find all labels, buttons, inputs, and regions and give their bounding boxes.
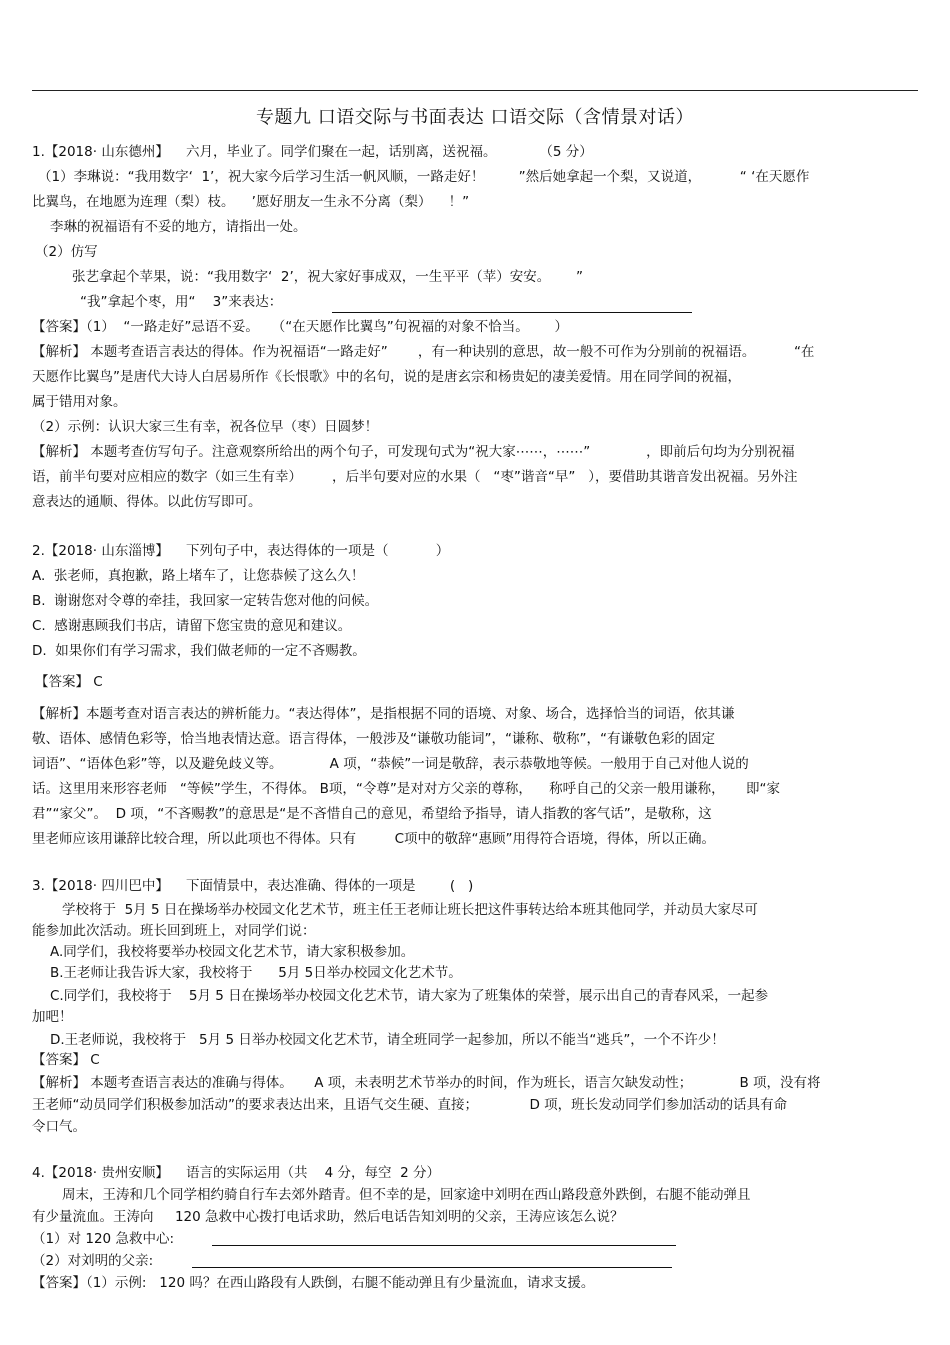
q1-part1-cont: 比翼鸟，在地愿为连理（梨）枝。 ’愿好朋友一生永不分离（梨） ！” bbox=[32, 194, 470, 210]
q1-answer-2: （2）示例：认识大家三生有幸，祝各位早（枣）日圆梦！ bbox=[32, 419, 379, 435]
q4-context-1: 周末，王涛和几个同学相约骑自行车去郊外踏青。但不幸的是，回家途中刘明在西山路段意外跌倒，右腿不能动弹且 bbox=[62, 1187, 751, 1203]
q4-answer: 【答案】（1）示例: 120 吗？在西山路段有人跌倒，右腿不能动弹且有少量流血，请求支援。 bbox=[32, 1275, 595, 1291]
q1-part1: （1）李琳说：“我用数字‘ 1’，祝大家今后学习生活一帆风顺，一路走好！ ”然后她拿起一个梨，又说道， “ ‘在天愿作 bbox=[38, 169, 810, 185]
q4-part2: （2）对刘明的父亲: bbox=[32, 1253, 154, 1269]
q2-option-b: B. 谢谢您对令尊的牵挂，我回家一定转告您对他的问候。 bbox=[32, 593, 379, 609]
q2-option-c: C. 感谢惠顾我们书店，请留下您宝贵的意见和建议。 bbox=[32, 618, 352, 634]
q3-context-1: 学校将于 5月 5 日在操场举办校园文化艺术节，班主任王老师让班长把这件事转达给本班其他同学，并动员大家尽可 bbox=[62, 902, 758, 918]
q3-answer: 【答案】 C bbox=[32, 1052, 100, 1068]
q1-part2: （2）仿写 bbox=[35, 244, 98, 260]
q4-context-2: 有少量流血。王涛向 120 急救中心拨打电话求助，然后电话告知刘明的父亲，王涛应该怎么说？ bbox=[32, 1209, 624, 1225]
q2-answer: 【答案】 C bbox=[35, 674, 103, 690]
q2-stem: 2.【2018· 山东淄博】 下列句子中，表达得体的一项是（ ） bbox=[32, 543, 450, 559]
q1-prompt: “我”拿起个枣，用“ 3”来表达： bbox=[80, 294, 283, 310]
q3-option-c-cont: 加吧！ bbox=[32, 1009, 73, 1025]
q1-answer-blank bbox=[332, 312, 692, 313]
q3-explanation-2: 王老师“动员同学们积极参加活动”的要求表达出来，且语气交生硬、直接； D 项，班长发动同学们参加活动的话具有命 bbox=[32, 1097, 788, 1113]
q1-explanation-5: 语，前半句要对应相应的数字（如三生有幸） ，后半句要对应的水果（ “枣”谐音“早” ），要借助其谐音发出祝福。另外注 bbox=[32, 469, 798, 485]
q2-explanation-6: 里老师应该用谦辞比较合理，所以此项也不得体。只有 C项中的敬辞“惠顾”用得符合语境，得体，所以正确。 bbox=[32, 831, 716, 847]
q4-part2-blank bbox=[192, 1267, 672, 1268]
q1-example: 张艺拿起个苹果，说：“我用数字‘ 2’，祝大家好事成双，一生平平（苹）安安。 ” bbox=[72, 269, 583, 285]
q3-option-d: D.王老师说，我校将于 5月 5 日举办校园文化艺术节，请全班同学一起参加，所以不能当“逃兵”，一个不许少！ bbox=[50, 1032, 725, 1048]
q3-context-2: 能参加此次活动。班长回到班上，对同学们说： bbox=[32, 923, 316, 939]
q3-explanation-1: 【解析】 本题考查语言表达的准确与得体。 A 项，未表明艺术节举办的时间，作为班长，语言欠缺发动性； B 项，没有将 bbox=[32, 1075, 821, 1091]
q3-option-a: A.同学们，我校将要举办校园文化艺术节，请大家积极参加。 bbox=[50, 944, 415, 960]
q2-explanation-5: 君”“家父”。 D 项，“不吝赐教”的意思是“是不吝惜自己的意见，希望给予指导，请人指教的客气话”，是敬称，这 bbox=[32, 806, 712, 822]
q2-explanation-3: 词语”、“语体色彩”等，以及避免歧义等。 A 项，“恭候”一词是敬辞，表示恭敬地等候。一般用于自己对他人说的 bbox=[32, 756, 749, 772]
q3-explanation-3: 令口气。 bbox=[32, 1119, 86, 1135]
q1-stem: 1.【2018· 山东德州】 六月，毕业了。同学们聚在一起，话别离，送祝福。 （5 分） bbox=[32, 144, 593, 160]
top-rule bbox=[32, 90, 918, 91]
q1-explanation-4: 【解析】 本题考查仿写句子。注意观察所给出的两个句子，可发现句式为“祝大家⋯⋯，⋯⋯” ，即前后句均为分别祝福 bbox=[32, 444, 795, 460]
q4-part1: （1）对 120 急救中心: bbox=[32, 1231, 174, 1247]
q2-option-d: D. 如果你们有学习需求，我们做老师的一定不吝赐教。 bbox=[32, 643, 366, 659]
q1-explanation-2: 天愿作比翼鸟”是唐代大诗人白居易所作《长恨歌》中的名句，说的是唐玄宗和杨贵妃的凄美爱情。用在同学间的祝福， bbox=[32, 369, 741, 385]
q3-stem: 3.【2018· 四川巴中】 下面情景中，表达准确、得体的一项是 ( ) bbox=[32, 878, 474, 894]
q2-option-a: A. 张老师，真抱歉，路上堵车了，让您恭候了这么久！ bbox=[32, 568, 365, 584]
q3-option-b: B.王老师让我告诉大家，我校将于 5月 5日举办校园文化艺术节。 bbox=[50, 965, 462, 981]
q4-part1-blank bbox=[212, 1245, 676, 1246]
q2-explanation-4: 话。这里用来形容老师 “等候”学生，不得体。 B项，“令尊”是对对方父亲的尊称， 称呼自己的父亲一般用谦称， 即“家 bbox=[32, 781, 781, 797]
q1-answer: 【答案】（1） “一路走好”忌语不妥。 （“在天愿作比翼鸟”句祝福的对象不恰当。 ） bbox=[32, 319, 569, 335]
q2-explanation-2: 敬、语体、感情色彩等，恰当地表情达意。语言得体，一般涉及“谦敬功能词”，“谦称、敬称”，“有谦敬色彩的固定 bbox=[32, 731, 715, 747]
q1-explanation-3: 属于错用对象。 bbox=[32, 394, 127, 410]
q1-explanation-1: 【解析】 本题考查语言表达的得体。作为祝福语“一路走好” ，有一种诀别的意思，故一般不可作为分别前的祝福语。 “在 bbox=[32, 344, 815, 360]
page-title: 专题九 口语交际与书面表达 口语交际（含情景对话） bbox=[256, 107, 694, 128]
q4-stem: 4.【2018· 贵州安顺】 语言的实际运用（共 4 分，每空 2 分） bbox=[32, 1165, 440, 1181]
q2-explanation-1: 【解析】本题考查对语言表达的辨析能力。“表达得体”，是指根据不同的语境、对象、场合，选择恰当的词语，依其谦 bbox=[32, 706, 735, 722]
q1-explanation-6: 意表达的通顺、得体。以此仿写即可。 bbox=[32, 494, 262, 510]
q1-part1-task: 李琳的祝福语有不妥的地方，请指出一处。 bbox=[50, 219, 307, 235]
q3-option-c: C.同学们，我校将于 5月 5 日在操场举办校园文化艺术节，请大家为了班集体的荣誉，展示出自己的青春风采，一起参 bbox=[50, 988, 769, 1004]
